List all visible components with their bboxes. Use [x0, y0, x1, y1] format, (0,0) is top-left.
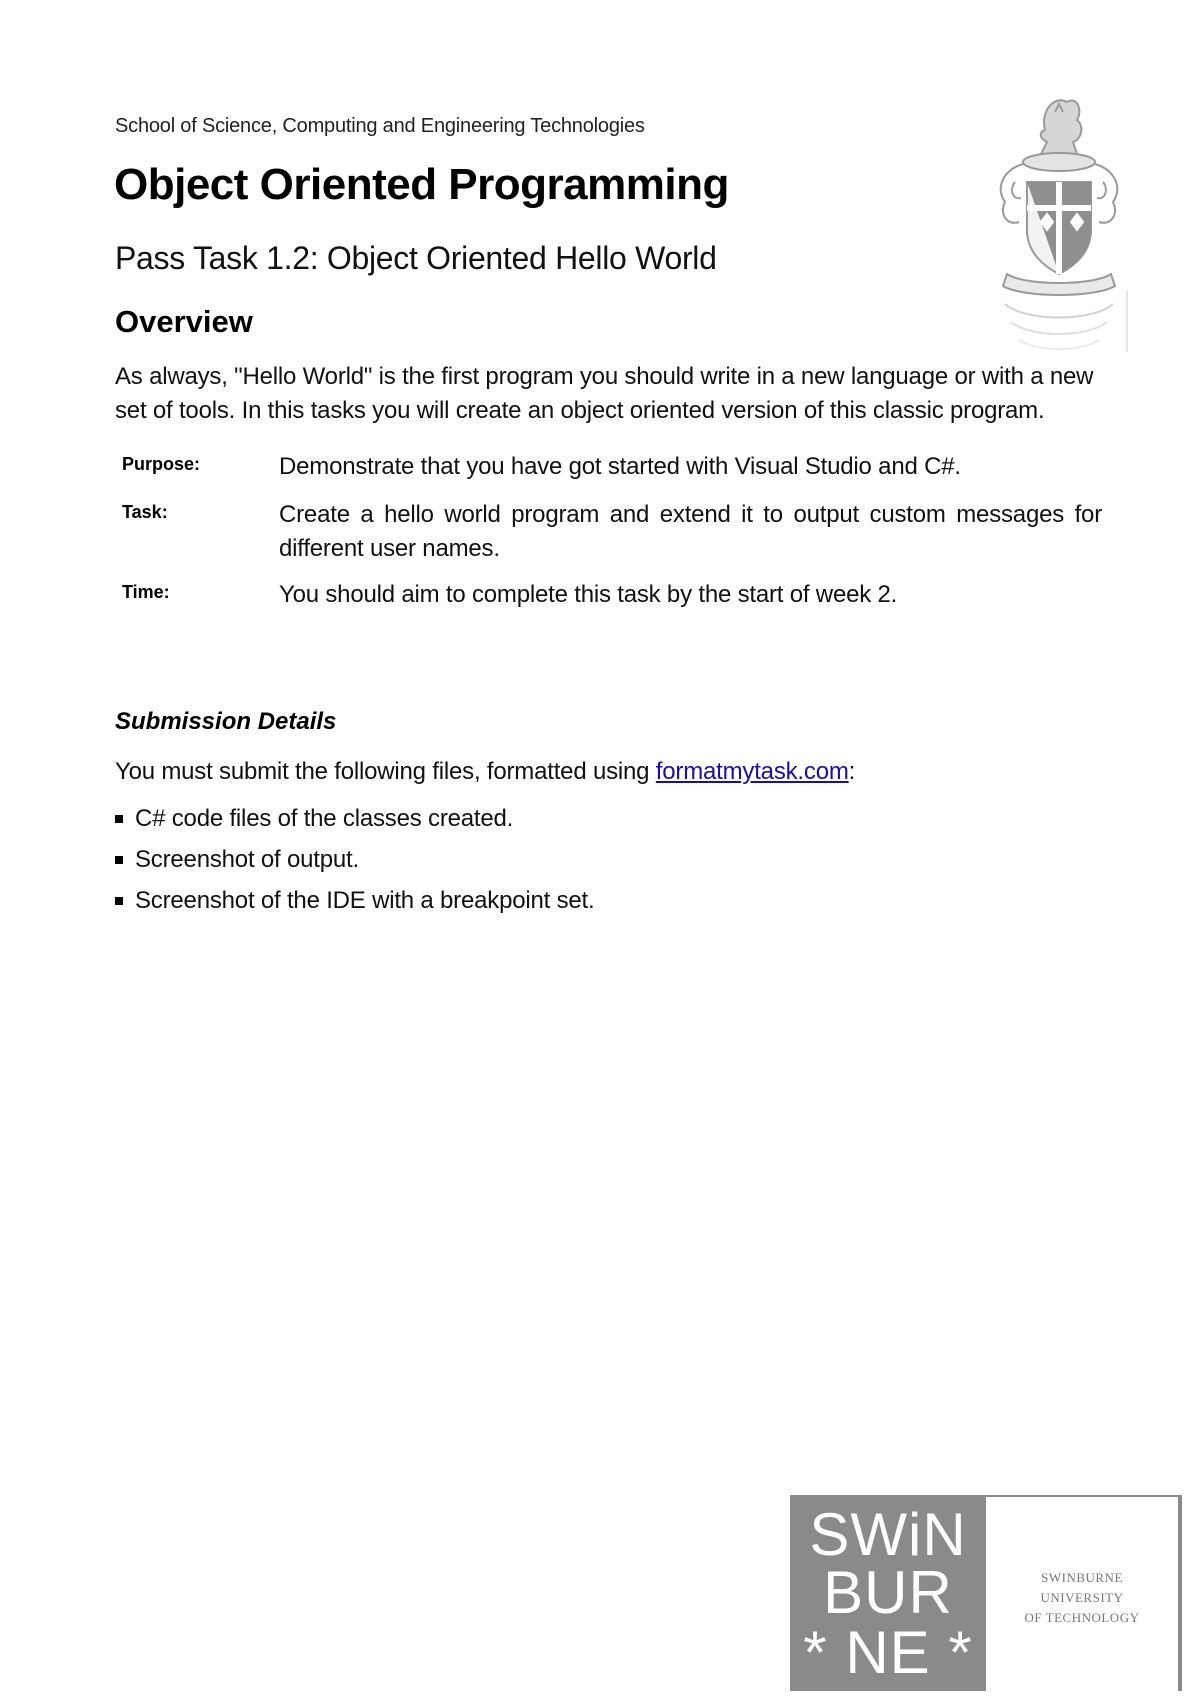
info-label-time: Time: [122, 582, 170, 602]
formatmytask-link[interactable]: formatmytask.com [655, 758, 849, 785]
logo-university-line-2: OF TECHNOLOGY [1024, 1610, 1140, 1625]
bullet-icon [115, 815, 123, 823]
list-item-text: Screenshot of the IDE with a breakpoint set. [135, 886, 595, 914]
list-item-text: C# code files of the classes created. [135, 804, 514, 832]
overview-heading: Overview [115, 304, 253, 339]
info-row-time [122, 578, 1102, 626]
submission-intro-text: You must submit the following files, formatted using [115, 758, 656, 785]
logo-line-2: BUR [823, 1559, 953, 1626]
list-item-text: Screenshot of output. [135, 845, 359, 873]
bullet-icon [115, 897, 123, 905]
submission-intro [115, 758, 855, 786]
unit-title: Object Oriented Programming [114, 160, 729, 209]
info-label-task: Task: [122, 502, 168, 522]
submission-file-list [115, 798, 594, 921]
task-info-table [122, 450, 1102, 626]
university-crest-icon [985, 90, 1130, 360]
info-value-task: Create a hello world program and extend it to output custom messages for different user names. [279, 501, 1102, 562]
bullet-icon [115, 856, 123, 864]
info-label-purpose: Purpose: [122, 454, 201, 474]
info-row-task [122, 498, 1102, 578]
swinburne-logo [790, 1495, 1182, 1691]
logo-university-line-1: SWINBURNE UNIVERSITY [1040, 1570, 1124, 1605]
logo-wordmark-block [790, 1495, 986, 1691]
overview-text: As always, "Hello World" is the first program you should write in a new language or with a new set of tools. In this tasks you will create an object oriented version of this classic program. [115, 363, 1094, 424]
info-value-time: You should aim to complete this task by the start of week 2. [279, 581, 898, 608]
list-item [115, 798, 594, 839]
logo-line-3: * NE * [803, 1619, 973, 1686]
info-row-purpose [122, 450, 1102, 498]
submission-intro-colon: : [848, 758, 856, 785]
task-title: Pass Task 1.2: Object Oriented Hello World [115, 240, 717, 276]
school-name: School of Science, Computing and Engineering Technologies [115, 115, 645, 137]
logo-university-name [1012, 1568, 1152, 1628]
list-item [115, 839, 594, 880]
info-value-purpose: Demonstrate that you have got started with Visual Studio and C#. [279, 453, 961, 480]
logo-line-1: SWiN [809, 1501, 967, 1568]
list-item [115, 880, 594, 921]
submission-heading: Submission Details [115, 708, 337, 735]
